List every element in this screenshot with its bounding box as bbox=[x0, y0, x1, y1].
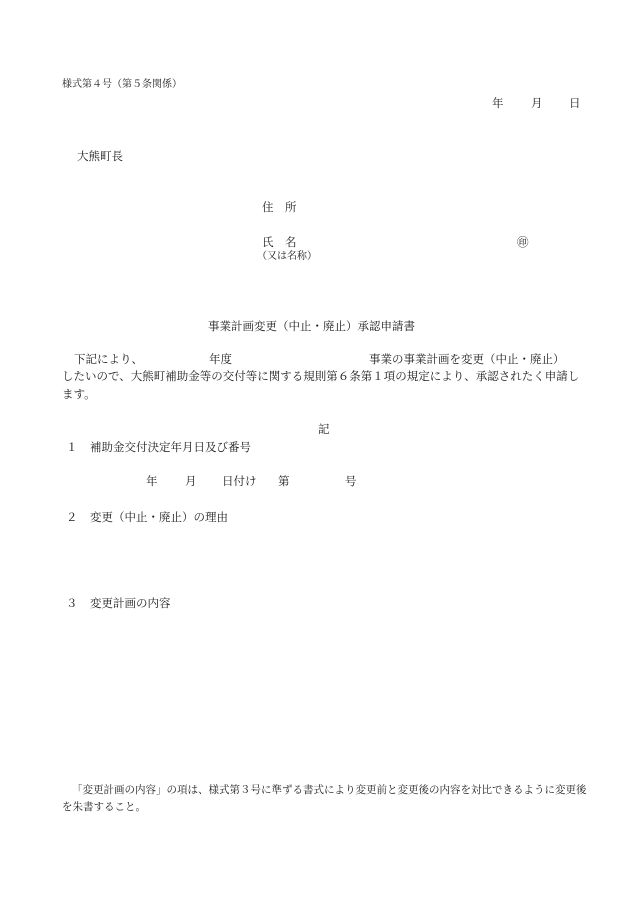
date-year: 年 bbox=[492, 96, 504, 110]
ki-heading: 記 bbox=[318, 422, 330, 436]
seal-mark: ㊞ bbox=[517, 235, 529, 249]
item-3-number: ３ bbox=[66, 596, 78, 610]
form-label: 様式第４号（第５条関係） bbox=[62, 79, 182, 90]
item-3-label: 変更計画の内容 bbox=[90, 596, 171, 610]
item-2-label: 変更（中止・廃止）の理由 bbox=[90, 510, 228, 524]
body-part-1: 下記により、 bbox=[74, 352, 143, 366]
decision-year: 年 bbox=[146, 474, 158, 488]
address-label: 住 所 bbox=[262, 200, 297, 214]
body-part-3: 事業の事業計画を変更（中止・廃止） bbox=[369, 352, 565, 366]
body-rest: したいので、大熊町補助金等の交付等に関する規則第６条第１項の規定により、承認されたく申請します。 bbox=[62, 369, 580, 401]
decision-dai: 第 bbox=[278, 474, 290, 488]
item-1-label: 補助金交付決定年月日及び番号 bbox=[90, 440, 251, 454]
item-2-number: ２ bbox=[66, 510, 78, 524]
recipient: 大熊町長 bbox=[77, 149, 123, 163]
decision-day: 日付け bbox=[222, 474, 257, 488]
footnote: 「変更計画の内容」の項は、様式第３号に準ずる書式により変更前と変更後の内容を対比できるように変更後を朱書すること。 bbox=[62, 784, 587, 813]
decision-month: 月 bbox=[185, 474, 197, 488]
body-part-2: 年度 bbox=[209, 352, 232, 366]
item-1-number: １ bbox=[66, 440, 78, 454]
name-sub-label: （又は名称） bbox=[257, 251, 317, 262]
date-month: 月 bbox=[531, 96, 543, 110]
document-title: 事業計画変更（中止・廃止）承認申請書 bbox=[208, 319, 415, 333]
name-label: 氏 名 bbox=[262, 235, 297, 249]
decision-go: 号 bbox=[345, 474, 357, 488]
date-day: 日 bbox=[569, 96, 581, 110]
